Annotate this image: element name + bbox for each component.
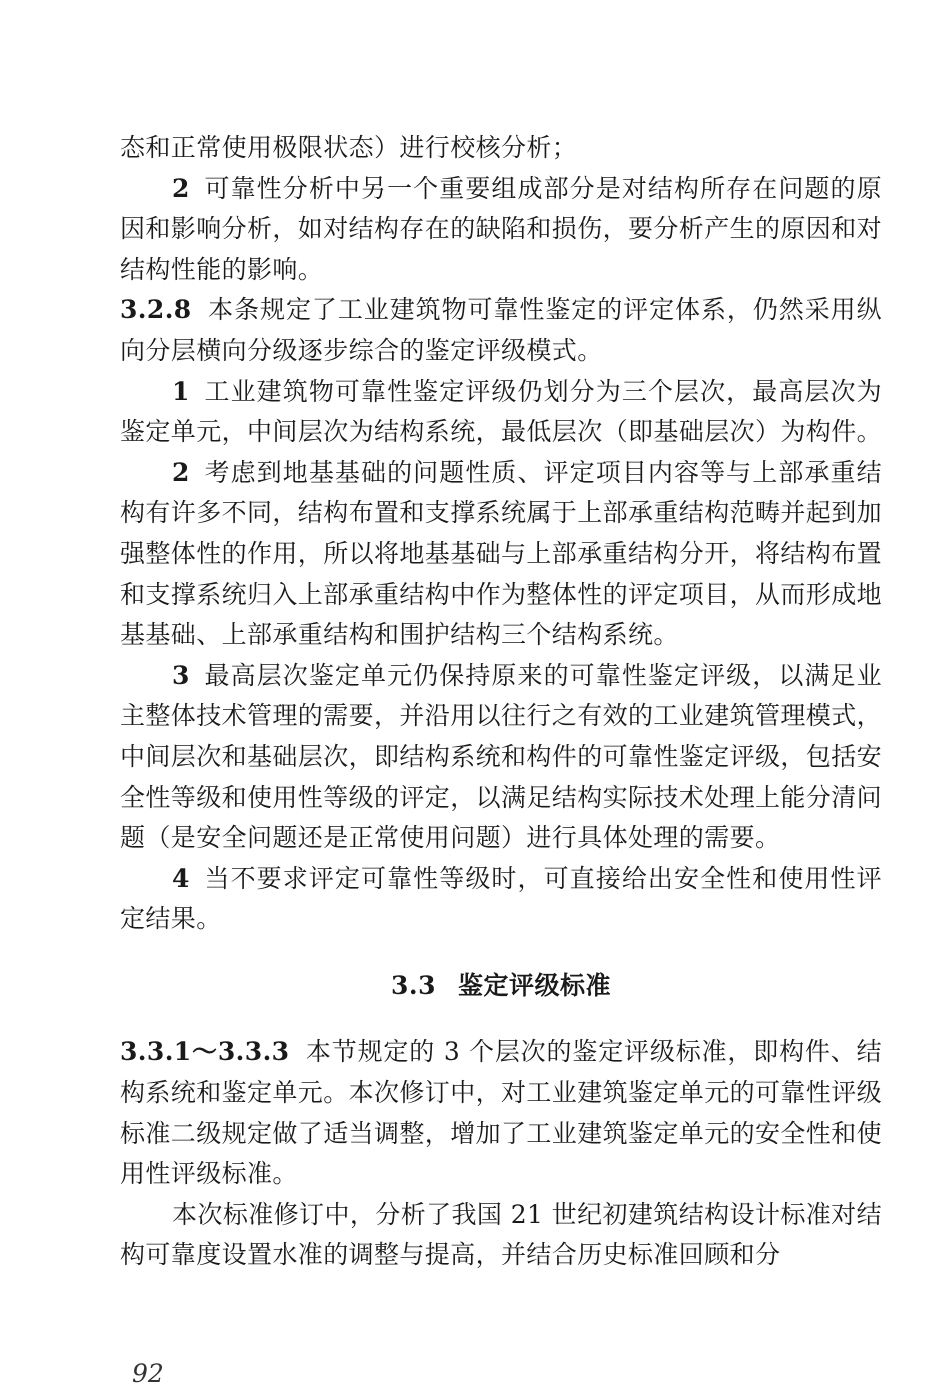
paragraph-text: 本节规定的 3 个层次的鉴定评级标准，即构件、结构系统和鉴定单元。本次修订中，对工业建筑鉴定单元的可靠性评级标准二级规定做了适当调整，增加了工业建筑鉴定单元的安全性和使用性评级标准。: [120, 1037, 883, 1189]
list-item-1: [120, 372, 882, 453]
page-number: 92: [132, 1359, 164, 1388]
paragraph-text: 考虑到地基基础的问题性质、评定项目内容等与上部承重结构有许多不同，结构布置和支撑系统属于上部承重结构范畴并起到加强整体性的作用，所以将地基基础与上部承重结构分开，将结构布置和支撑系统归入上部承重结构中作为整体性的评定项目，从而形成地基基础、上部承重结构和围护结构三个结构系统。: [120, 457, 883, 650]
clause-number: 3.3.1～3.3.3: [120, 1037, 290, 1067]
paragraph-text: 可靠性分析中另一个重要组成部分是对结构所存在问题的原因和影响分析，如对结构存在的缺陷和损伤，要分析产生的原因和对结构性能的影响。: [120, 173, 883, 284]
paragraph-text: 当不要求评定可靠性等级时，可直接给出安全性和使用性评定结果。: [120, 863, 882, 934]
paragraph-text: 最高层次鉴定单元仍保持原来的可靠性鉴定评级，以满足业主整体技术管理的需要，并沿用以往行之有效的工业建筑管理模式，中间层次和基础层次，即结构系统和构件的可靠性鉴定评级，包括安全性等级和使用性等级的评定，以满足结构实际技术处理上能分清问题（是安全问题还是正常使用问题）进行具体处理的需要。: [120, 660, 883, 853]
list-item-4: [120, 859, 882, 940]
list-item-2a: [120, 169, 882, 291]
item-number: 2: [172, 457, 190, 487]
section-title: 鉴定评级标准: [457, 970, 611, 1000]
section-number: 3.3: [390, 970, 436, 1000]
item-number: 4: [172, 863, 190, 893]
clause-3-2-8: [120, 290, 882, 371]
body-text: [120, 128, 882, 1276]
paragraph-text: 本次标准修订中，分析了我国 21 世纪初建筑结构设计标准对结构可靠度设置水准的调整与提高，并结合历史标准回顾和分: [120, 1199, 882, 1270]
list-item-2b: [120, 453, 882, 656]
list-item-3: [120, 656, 882, 859]
paragraph-revision-analysis: [120, 1195, 882, 1276]
paragraph-text: 工业建筑物可靠性鉴定评级仍划分为三个层次，最高层次为鉴定单元，中间层次为结构系统，最低层次（即基础层次）为构件。: [120, 376, 883, 447]
section-heading: [120, 966, 882, 1007]
clause-3-3-1-to-3-3-3: [120, 1032, 882, 1194]
paragraph-text: 本条规定了工业建筑物可靠性鉴定的评定体系，仍然采用纵向分层横向分级逐步综合的鉴定评级模式。: [120, 295, 882, 365]
item-number: 3: [172, 660, 190, 690]
paragraph-continuation: [120, 128, 882, 169]
clause-number: 3.2.8: [120, 295, 192, 325]
item-number: 2: [172, 173, 190, 203]
item-number: 1: [172, 376, 190, 406]
paragraph-text: 态和正常使用极限状态）进行校核分析；: [120, 133, 578, 162]
